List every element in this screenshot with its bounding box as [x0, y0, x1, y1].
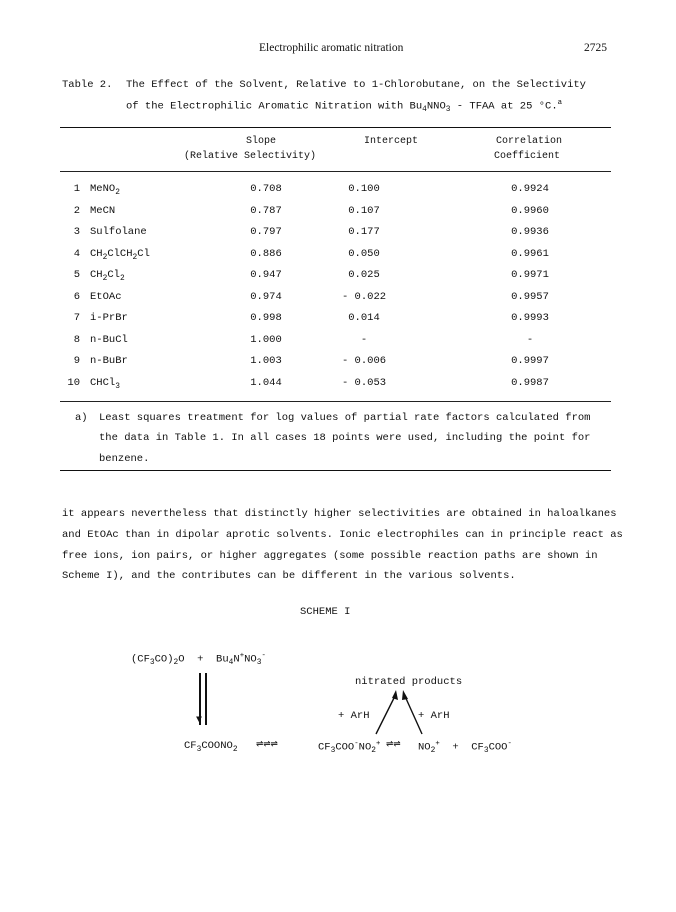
row-solvent: $CH_2ClCH_2Cl$ — [90, 248, 150, 262]
row-solvent: $CH_2Cl_2$ — [90, 269, 125, 283]
body-line-2: and EtOAc than in dipolar aprotic solvents. Ionic electrophiles can in principle react as — [62, 529, 623, 541]
row-correlation: 0.9971 — [511, 269, 549, 281]
row-intercept: 0.025 — [348, 269, 380, 281]
row-solvent: n-BuCl — [90, 334, 128, 346]
header-slope: Slope — [246, 136, 277, 147]
row-slope: 0.947 — [250, 269, 282, 281]
body-line-1: it appears nevertheless that distinctly higher selectivities are obtained in haloalkanes — [62, 508, 617, 520]
row-number: 1 — [73, 183, 80, 195]
species-ion-pair: $CF_3COO^-NO_2^+$ — [318, 740, 381, 756]
row-slope: 1.044 — [250, 377, 282, 389]
row-intercept: 0.107 — [348, 205, 380, 217]
footnote-bottom-rule — [60, 470, 611, 471]
arh-left: + ArH — [338, 710, 370, 722]
body-line-3: free ions, ion pairs, or higher aggregates (some possible reaction paths are shown in — [62, 550, 598, 562]
running-title: Electrophilic aromatic nitration — [259, 42, 404, 54]
species-free-ions: $NO_2^+ + CF_3COO^-$ — [418, 740, 512, 756]
equilibrium-arrows-1: ⇌⇌⇌ — [256, 737, 278, 751]
row-number: 2 — [73, 205, 80, 217]
table-label: Table 2. — [62, 79, 113, 91]
row-correlation: 0.9987 — [511, 377, 549, 389]
footnote-mark: a) — [75, 412, 88, 424]
reactant-anhydride-salt: $(CF_3CO)_2O + Bu_4N^+NO_3^-$ — [131, 652, 266, 668]
row-solvent: Sulfolane — [90, 226, 147, 238]
row-slope: 0.886 — [250, 248, 282, 260]
row-correlation: 0.9957 — [511, 291, 549, 303]
row-slope: 1.003 — [250, 355, 282, 367]
footnote-line3: benzene. — [99, 453, 150, 465]
table-bottom-rule — [60, 401, 611, 402]
row-solvent: CHCl$_3$ — [90, 377, 120, 391]
row-intercept: - — [360, 334, 368, 346]
row-correlation: 0.9997 — [511, 355, 549, 367]
row-slope: 0.708 — [250, 183, 282, 195]
row-intercept: - 0.053 — [341, 377, 387, 389]
header-coefficient: Coefficient — [494, 151, 561, 162]
table-caption-line1: The Effect of the Solvent, Relative to 1-Chlorobutane, on the Selectivity — [126, 79, 586, 91]
row-slope: 0.998 — [250, 312, 282, 324]
header-intercept: Intercept — [364, 136, 419, 147]
page-number: 2725 — [584, 42, 607, 54]
row-intercept: 0.014 — [348, 312, 380, 324]
row-solvent: EtOAc — [90, 291, 122, 303]
header-correlation: Correlation — [496, 136, 563, 147]
row-solvent: i-PrBr — [90, 312, 128, 324]
row-slope: 0.974 — [250, 291, 282, 303]
footnote-line2: the data in Table 1. In all cases 18 points were used, including the point for — [99, 432, 591, 444]
row-intercept: - 0.022 — [341, 291, 387, 303]
row-correlation: 0.9960 — [511, 205, 549, 217]
table-header-rule — [60, 171, 611, 172]
row-slope: 0.797 — [250, 226, 282, 238]
row-correlation: 0.9993 — [511, 312, 549, 324]
row-number: 4 — [73, 248, 80, 260]
row-number: 3 — [73, 226, 80, 238]
row-number: 7 — [73, 312, 80, 324]
row-correlation: 0.9924 — [511, 183, 549, 195]
row-intercept: 0.177 — [348, 226, 380, 238]
row-intercept: 0.100 — [348, 183, 380, 195]
row-solvent: n-BuBr — [90, 355, 128, 367]
row-number: 8 — [73, 334, 80, 346]
row-number: 9 — [73, 355, 80, 367]
row-number: 10 — [67, 377, 80, 389]
row-intercept: - 0.006 — [341, 355, 387, 367]
species-cf3coono2: $CF_3COONO_2$ — [184, 740, 238, 754]
row-number: 5 — [73, 269, 80, 281]
body-line-4: Scheme I), and the contributes can be different in the various solvents. — [62, 570, 516, 582]
table-caption-line2: of the Electrophilic Aromatic Nitration with $Bu_4NNO_3$ - TFAA at 25 °C.$^a$ — [126, 99, 563, 115]
equilibrium-arrows-2: ⇌⇌ — [386, 737, 401, 751]
footnote-line1: Least squares treatment for log values of partial rate factors calculated from — [99, 412, 591, 424]
header-slope-sub: (Relative Selectivity) — [184, 151, 317, 162]
row-correlation: 0.9936 — [511, 226, 549, 238]
row-slope: 1.000 — [250, 334, 282, 346]
nitrated-products: nitrated products — [355, 676, 463, 688]
row-slope: 0.787 — [250, 205, 282, 217]
arh-right: + ArH — [418, 710, 450, 722]
row-intercept: 0.050 — [348, 248, 380, 260]
arrowhead-down: ▼ — [196, 715, 203, 726]
row-correlation: - — [526, 334, 534, 346]
scheme-title: SCHEME I — [300, 606, 351, 618]
vertical-arrow-right — [205, 673, 207, 725]
row-number: 6 — [73, 291, 80, 303]
row-solvent: MeNO$_2$ — [90, 183, 120, 197]
row-solvent: MeCN — [90, 205, 116, 217]
table-top-rule — [60, 127, 611, 128]
row-correlation: 0.9961 — [511, 248, 549, 260]
